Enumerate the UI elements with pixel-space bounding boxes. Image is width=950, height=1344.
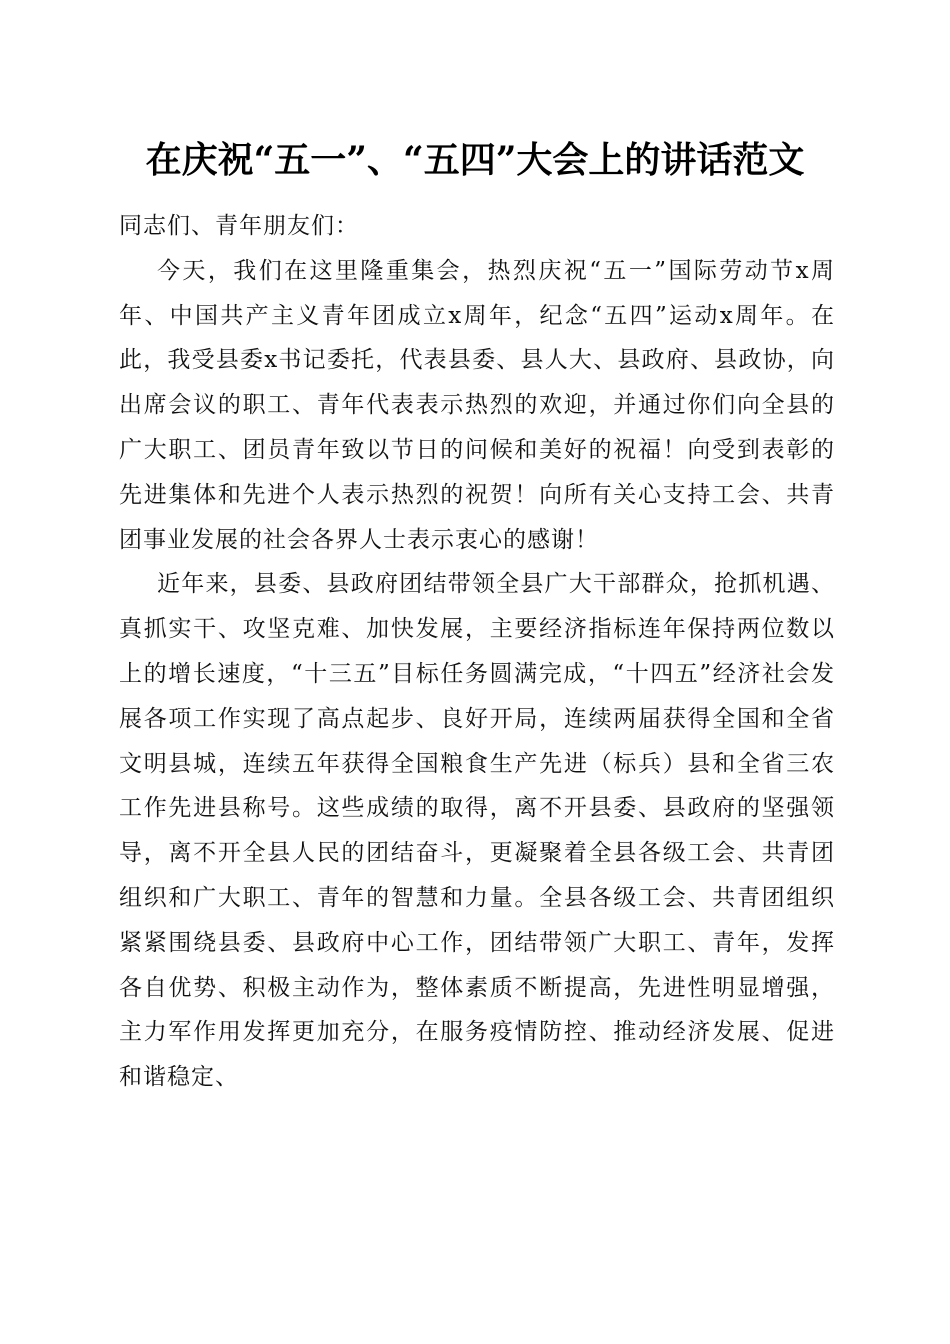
document-title: 在庆祝“五一”、“五四”大会上的讲话范文 [145, 139, 805, 181]
paragraph-2: 近年来，县委、县政府团结带领全县广大干部群众，抢抓机遇、真抓实干、攻坚克难、加快发展，主要经济指标连年保持两位数以上的增长速度，“十三五”目标任务圆满完成，“十四五”经济社会发展各项工作实现了高点起步、良好开局，连续两届获得全国和全省文明县城，连续五年获得全国粮食生产先进（标兵）县和全省三农工作先进县称号。这些成绩的取得，离不开县委、县政府的坚强领导，离不开全县人民的团结奋斗，更凝聚着全县各级工会、共青团组织和广大职工、青年的智慧和力量。全县各级工会、共青团组织紧紧围绕县委、县政府中心工作，团结带领广大职工、青年，发挥各自优势、积极主动作为，整体素质不断提高，先进性明显增强，主力军作用发挥更加充分，在服务疫情防控、推动经济发展、促进和谐稳定、 [119, 571, 835, 1091]
paragraph-1: 今天，我们在这里隆重集会，热烈庆祝“五一”国际劳动节x周年、中国共产主义青年团成立x周年，纪念“五四”运动x周年。在此，我受县委x书记委托，代表县委、县人大、县政府、县政协，向出席会议的职工、青年代表表示热烈的欢迎，并通过你们向全县的广大职工、团员青年致以节日的问候和美好的祝福！向受到表彰的先进集体和先进个人表示热烈的祝贺！向所有关心支持工会、共青团事业发展的社会各界人士表示衷心的感谢！ [119, 257, 835, 553]
salutation: 同志们、青年朋友们： [119, 213, 359, 239]
document-body [119, 204, 835, 1100]
